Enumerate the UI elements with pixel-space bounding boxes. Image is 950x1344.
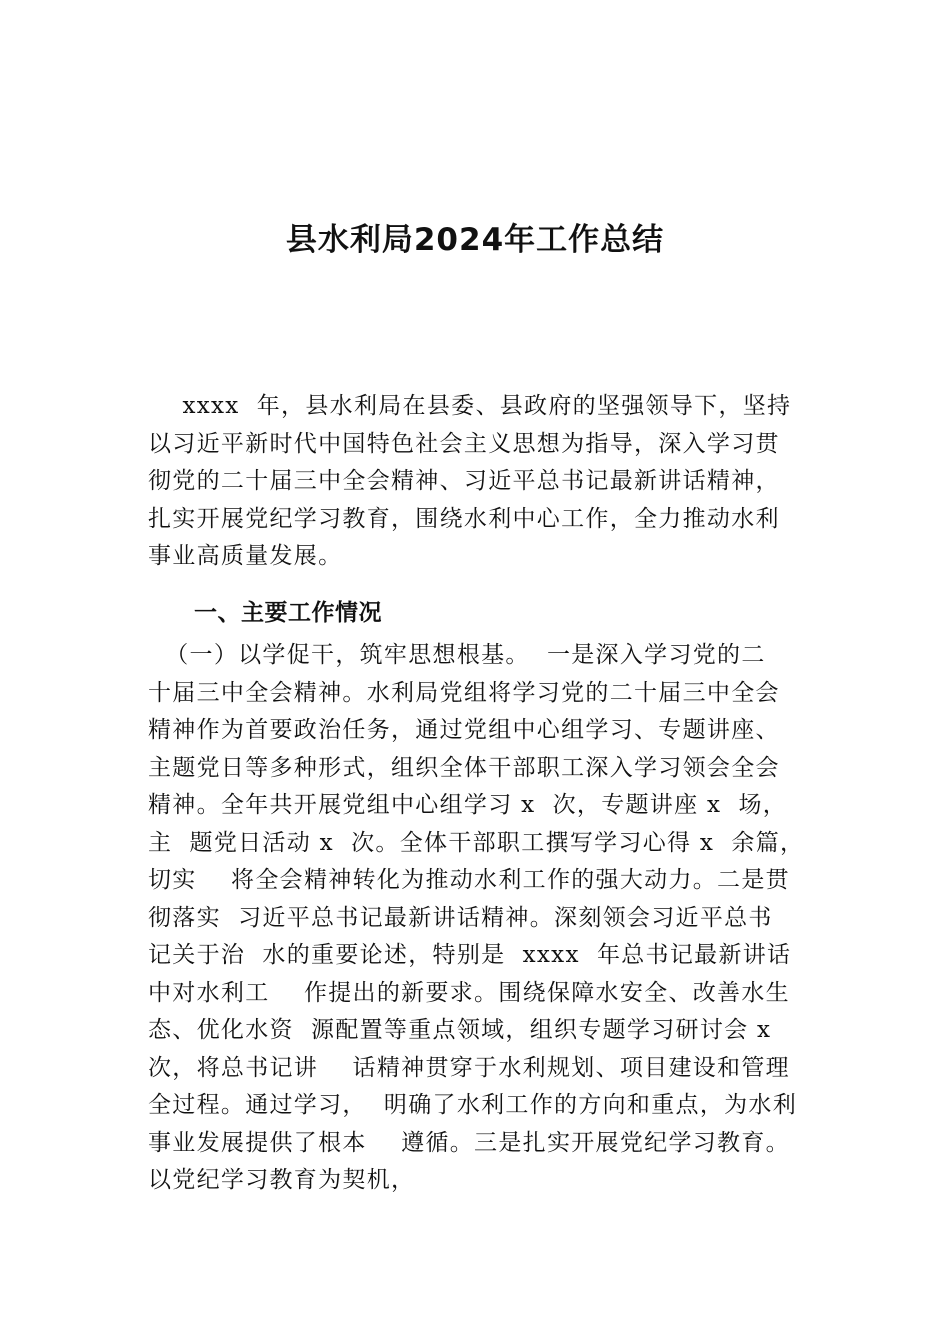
document-body [148,388,814,1200]
body-line: 事业发展提供了根本 遵循。三是扎实开展党纪学习教育。 [148,1129,790,1156]
body-line: 态、优化水资 源配置等重点领域，组织专题学习研讨会 x [148,1017,772,1043]
body-line: 次，将总书记讲 话精神贯穿于水利规划、项目建设和管理 [148,1054,790,1081]
body-line: 记关于治 水的重要论述，特别是 xxxx 年总书记最新讲话 [148,942,792,968]
body-line: 精神作为首要政治任务，通过党组中心组学习、专题讲座、 [148,717,780,743]
section-heading: 一、主要工作情况 [194,599,382,626]
body-line: 主 题党日活动 x 次。全体干部职工撰写学习心得 x 余篇， [148,829,805,856]
intro-line: 事业高质量发展。 [148,543,343,569]
intro-line: 彻党的二十届三中全会精神、习近平总书记最新讲话精神， [148,468,780,494]
intro-line: 扎实开展党纪学习教育，围绕水利中心工作，全力推动水利 [148,505,780,532]
body-line: 彻落实 习近平总书记最新讲话精神。深刻领会习近平总书 [148,904,773,931]
body-line: 以党纪学习教育为契机， [148,1167,416,1193]
body-line: 切实 将全会精神转化为推动水利工作的强大动力。二是贯 [148,867,790,893]
body-line: 主题党日等多种形式，组织全体干部职工深入学习领会全会 [148,754,780,781]
body-line: 全过程。通过学习， 明确了水利工作的方向和重点，为水利 [148,1092,798,1118]
body-line: 中对水利工 作提出的新要求。围绕保障水安全、改善水生 [148,979,790,1006]
body-line: 精神。全年共开展党组中心组学习 x 次，专题讲座 x 场， [148,792,788,818]
document-title: 县水利局2024年工作总结 [285,222,665,258]
paragraph-gap [148,576,814,595]
body-line: （一）以学促干，筑牢思想根基。 一是深入学习党的二 [148,642,766,668]
intro-line: xxxx 年，县水利局在县委、县政府的坚强领导下，坚持 [148,393,792,419]
intro-line: 以习近平新时代中国特色社会主义思想为指导，深入学习贯 [148,430,780,457]
body-line: 十届三中全会精神。水利局党组将学习党的二十届三中全会 [148,679,780,706]
